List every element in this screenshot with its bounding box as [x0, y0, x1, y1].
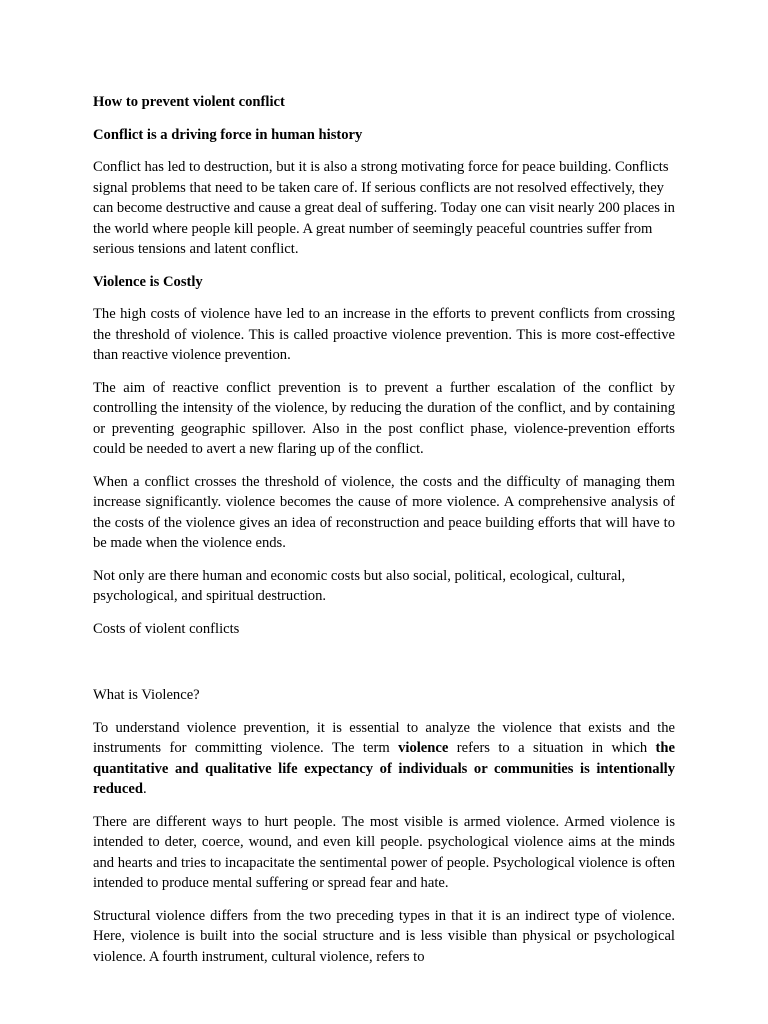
blank-space: [93, 651, 675, 685]
paragraph-what-is-violence: What is Violence?: [93, 687, 200, 703]
definition-text-start: To understand violence prevention, it is essential to analyze the violence that exists and the instruments for committing violence. The term: [93, 719, 675, 756]
paragraph-proactive-prevention: The high costs of violence have led to an increase in the efforts to prevent conflicts from crossing the threshold of violence. This is called proactive violence prevention. This is more cost-effective than reactive violence prevention.: [93, 306, 675, 363]
paragraph-violence-definition: [93, 718, 675, 800]
paragraph-reactive-prevention: The aim of reactive conflict prevention is to prevent a further escalation of the conflict by controlling the intensity of the violence, by reducing the duration of the conflict, and by containing or preventing geographic spillover. Also in the post conflict phase, violence-prevention efforts could be needed to avert a new flaring up of the conflict.: [93, 379, 675, 457]
paragraph-threshold-of-violence: When a conflict crosses the threshold of violence, the costs and the difficulty of managing them increase significantly. violence becomes the cause of more violence. A comprehensive analysis of the costs of the violence gives an idea of reconstruction and peace building efforts that will have to be made when the violence ends.: [93, 473, 675, 551]
document-page: [93, 92, 675, 979]
term-violence: violence: [398, 740, 449, 756]
violence-definition-bold: the quantitative and qualitative life expectancy of individuals or communities is intentionally reduced: [93, 740, 675, 797]
paragraph-costs-of-violent-conflicts: Costs of violent conflicts: [93, 620, 240, 637]
paragraph-structural-violence: Structural violence differs from the two preceding types in that it is an indirect type of violence. Here, violence is built into the social structure and is less visible than physical or psychological violence. A fourth instrument, cultural violence, refers to: [93, 907, 675, 965]
section-heading-violence-costly: Violence is Costly: [93, 273, 203, 290]
paragraph-ways-to-hurt-people: There are different ways to hurt people. The most visible is armed violence. Armed violence is intended to deter, coerce, wound, and even kill people. psychological violence aims at the minds and hearts and tries to incapacitate the sentimental power of people. Psychological violence is often intended to produce mental suffering or spread fear and hate.: [93, 813, 675, 891]
definition-text-middle: refers to a situation in which: [448, 740, 656, 756]
section-heading-conflict-driving-force: Conflict is a driving force in human history: [93, 126, 363, 143]
paragraph-costs-types: Not only are there human and economic costs but also social, political, ecological, cultural, psychological, and spiritual destruction.: [93, 567, 626, 604]
paragraph-conflict-intro: Conflict has led to destruction, but it is also a strong motivating force for peace building. Conflicts signal problems that need to be taken care of. If serious conflicts are not resolved effectively, they can become destructive and cause a great deal of suffering. Today one can visit nearly 200 places in the world where people kill people. A great number of seemingly peaceful countries suffer from serious tensions and latent conflict.: [93, 159, 675, 257]
document-title: How to prevent violent conflict: [93, 94, 285, 110]
definition-text-end: .: [143, 781, 147, 797]
